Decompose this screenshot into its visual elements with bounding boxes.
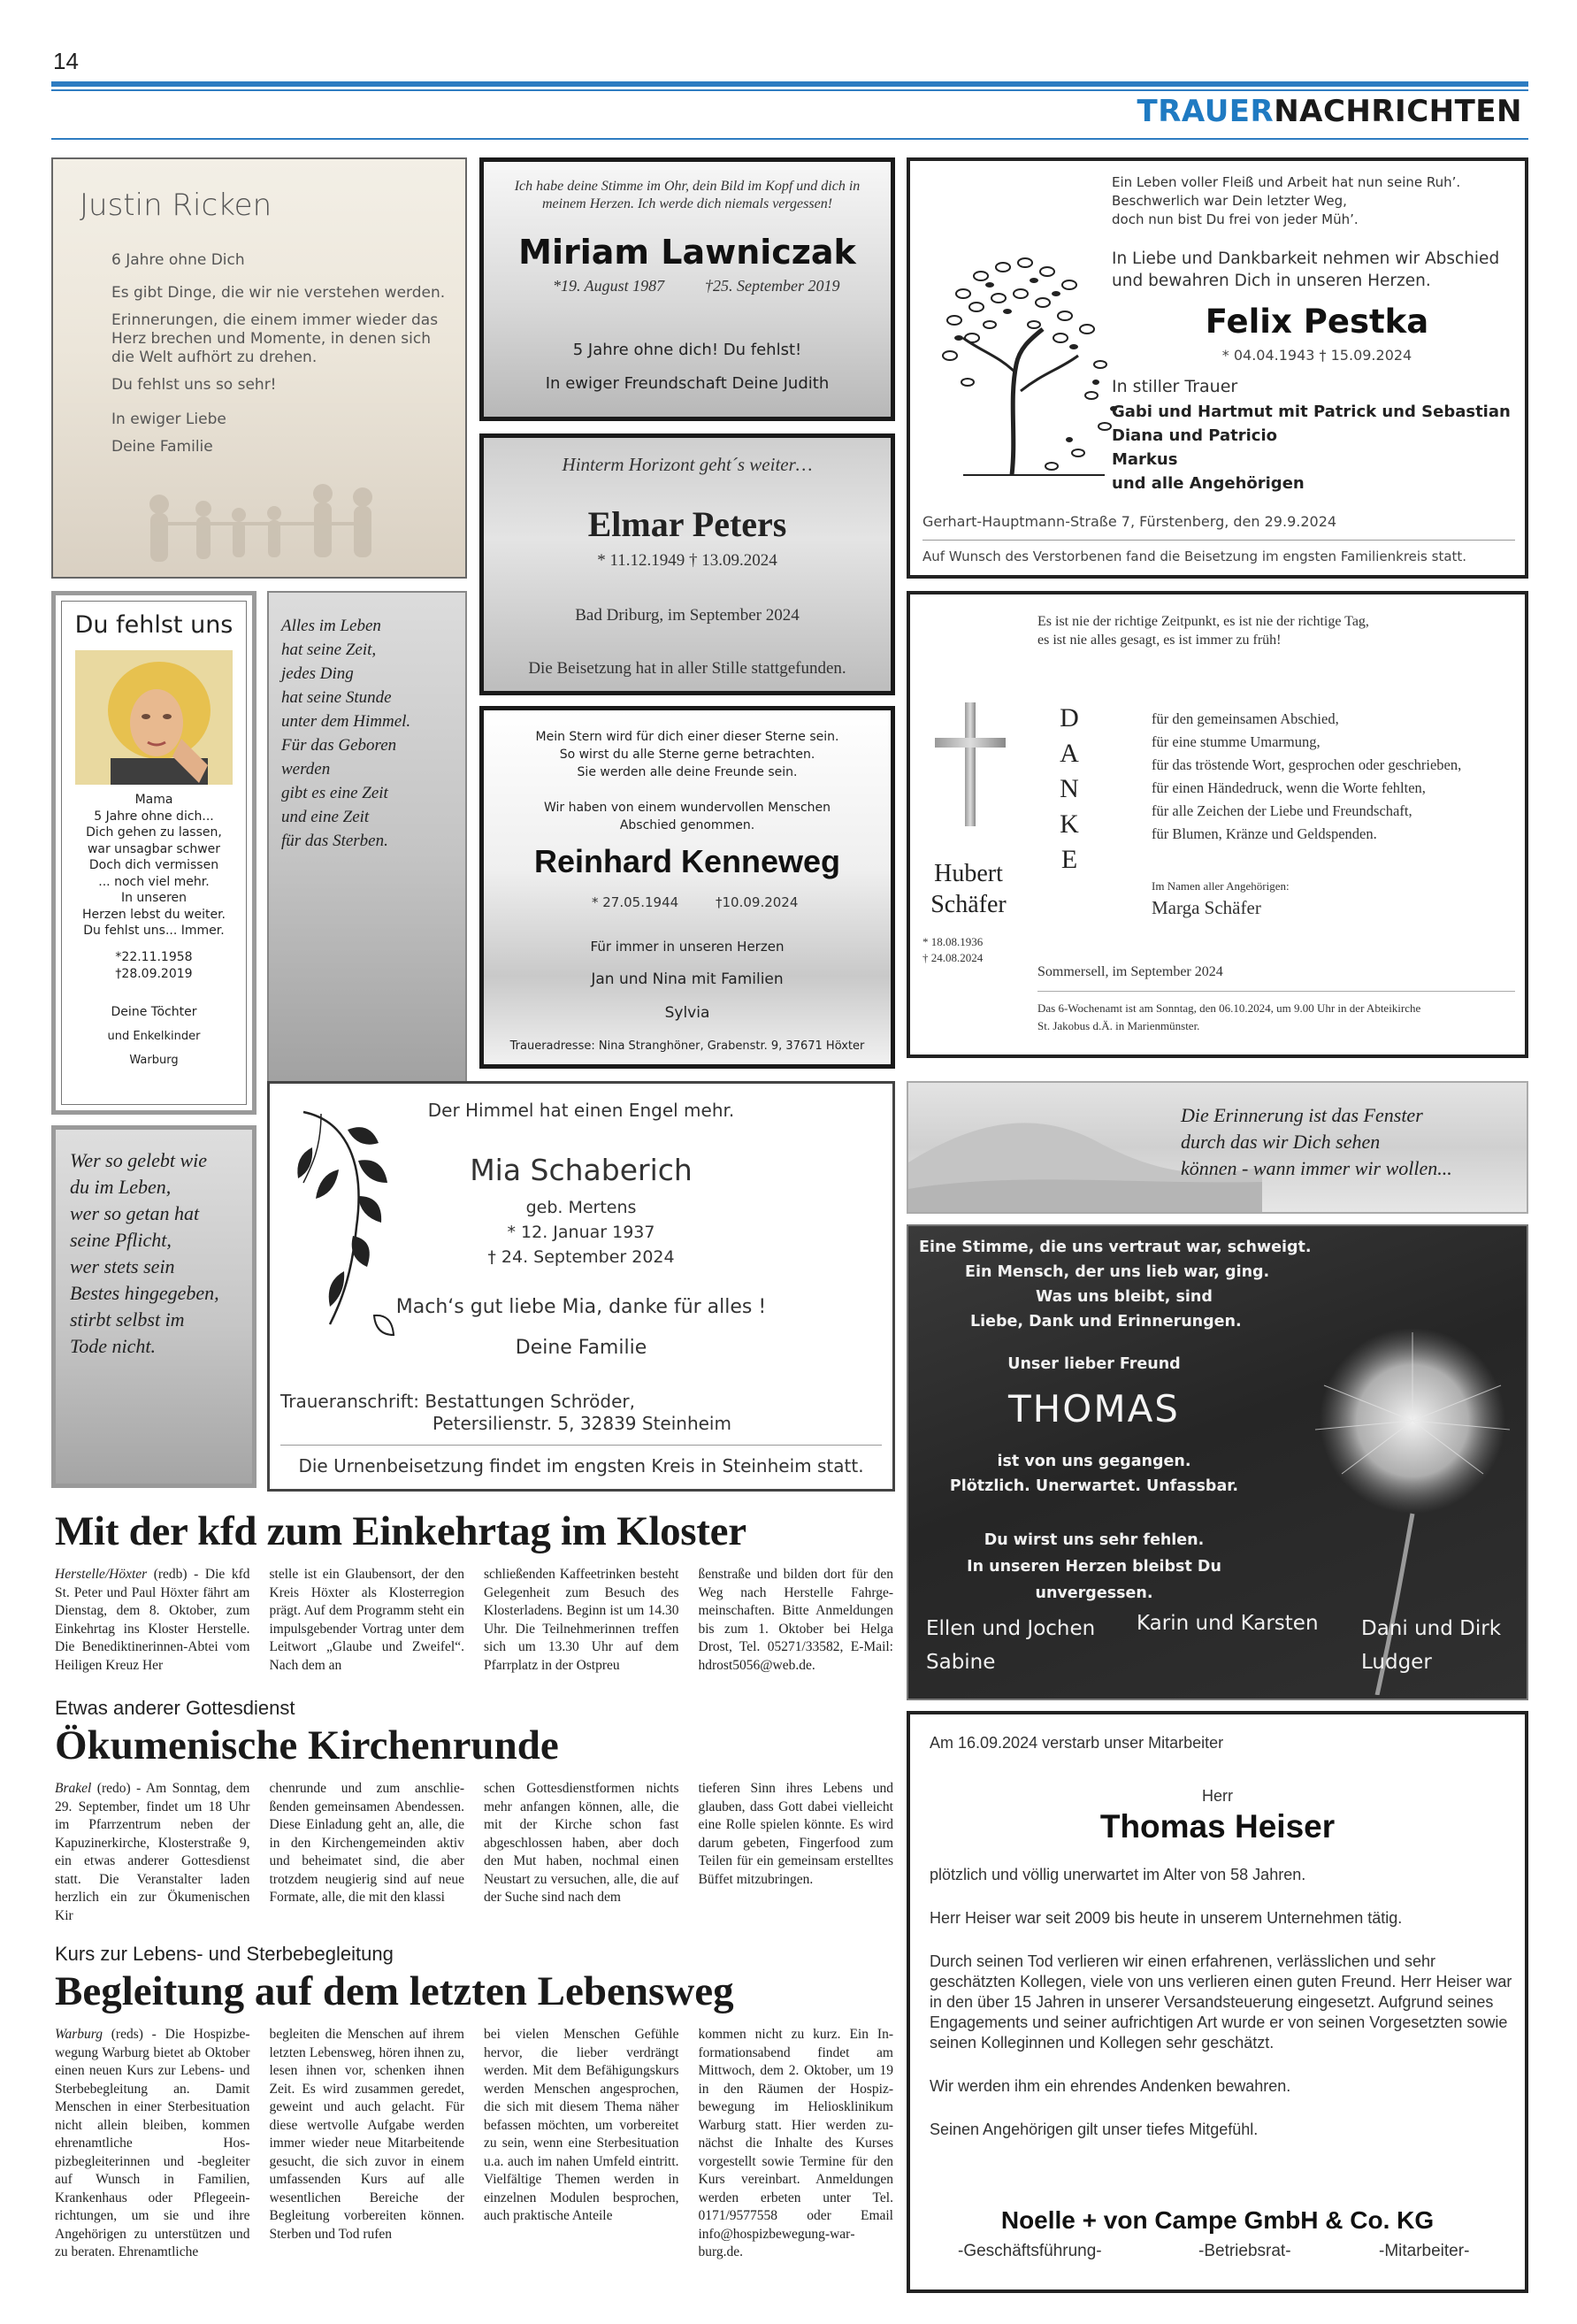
column-1 (55, 1780, 250, 1946)
name-first: Hubert (934, 860, 1003, 887)
line-freundschaft: In ewiger Freundschaft Deine Judith (545, 374, 830, 393)
sig-management: -Geschäftsführung- (958, 2242, 1102, 2260)
headline-oekumene: Ökumenische Kirchenrunde (55, 1722, 559, 1768)
ad-felix-pestka (907, 157, 1528, 579)
line-8: Herzen lebst du weiter. (82, 907, 226, 922)
quote (1181, 1102, 1452, 1182)
column-1-text: (redo) - Am Sonntag, dem 29. September, findet um 18 Uhr im Pfarrzentrum neben der Kapuzinerkirche, Klosterstraße 9, ein etwas anderer Gottesdienst statt. Die Veranstalter laden herzlich ein zur Ökumenischen Kir (55, 1781, 250, 1923)
danke-vertical (1052, 701, 1087, 878)
line-fehlst: Du fehlst uns so sehr! (111, 376, 277, 394)
line-dinge: Es gibt Dinge, die wir nie verstehen werden. (111, 284, 446, 302)
poem-line-1: Mein Stern wird für dich einer dieser Sterne sein. (535, 730, 839, 744)
heading-engel: Der Himmel hat einen Engel mehr. (427, 1100, 735, 1121)
intro (484, 799, 891, 834)
section-title-part1: TRAUER (1137, 94, 1275, 129)
deceased-name: Justin Ricken (80, 188, 272, 223)
line-erinnerungen: Erinnerungen, die einem immer wieder das Herz brechen und Momente, in denen sich die Welt aufhört zu drehen. (111, 311, 439, 366)
heart-line: Für immer in unseren Herzen (590, 939, 785, 955)
headline-kfd: Mit der kfd zum Einkehrtag im Kloster (55, 1508, 746, 1554)
line-liebe: In ewiger Liebe (111, 410, 226, 428)
poem-line-3: jedes Ding (281, 664, 354, 683)
life-dates: * 11.12.1949 † 13.09.2024 (597, 551, 777, 570)
header-rule-bottom (51, 138, 1528, 140)
poem (70, 1147, 219, 1360)
family-line-3: Markus (1112, 450, 1178, 469)
intro-line-2: und bewahren Dich in unseren Herzen. (1112, 272, 1431, 290)
line-ohne-dich: 5 Jahre ohne dich! Du fehlst! (572, 341, 802, 359)
column-4 (699, 1566, 894, 1699)
in-name-label: Im Namen aller Angehörigen: (1152, 879, 1290, 893)
thanks-line-6: für Blumen, Kränze und Geldspenden. (1152, 825, 1377, 842)
column-2-text: chenrunde und zum anschließenden gemeinsamen Abendessen. Diese Einladung geht an, alle, die in den Kirchengemeinden aktiv und beheimatet sind, die aber trotzdem neugierig sind auf neue Formate, alle, die mit den klassi (269, 1781, 464, 1905)
poem-line-8: gibt es eine Zeit (281, 784, 388, 802)
line-4: Liebe, Dank und Erinnerungen. (970, 1313, 1242, 1331)
column-4-text: tieferen Sinn ihres Lebens und glauben, dass Gott dabei vielleicht eine Rolle spielen könnte. Es wird darum gebeten, Fingerfood zum Teilen für ein gemeinsam erstelltes Büffet mitzubringen. (698, 1781, 893, 1887)
line-years: 6 Jahre ohne Dich (111, 251, 245, 269)
column-1 (55, 2026, 250, 2309)
line-4: war unsagbar schwer (87, 841, 221, 856)
ad-hubert-schaefer (907, 591, 1528, 1058)
header-rule-top (51, 81, 1528, 87)
ad-title: Du fehlst uns (74, 611, 233, 639)
deceased-name: Elmar Peters (587, 504, 787, 544)
column-2 (270, 2026, 465, 2309)
portrait-photo (75, 650, 233, 785)
paragraph-4: Wir werden ihm ein ehrendes Andenken bewahren. (930, 2077, 1291, 2095)
column-2 (270, 1780, 465, 1946)
column-3-text: schen Gottesdienstformen nichts mehr anfangen können, alle, die mit der Kirche schon fast abgeschlossen haben, aber doch den Mut haben, nochmal einen Neustart zu versuchen, alle, die auf der Suche sind nach dem (484, 1781, 679, 1905)
cross-icon (935, 702, 1006, 826)
poem (1112, 173, 1460, 229)
deceased-name: Thomas Heiser (1099, 1808, 1336, 1845)
line-3: Was uns bleibt, sind (1036, 1288, 1213, 1306)
poem-line-5: wer stets sein (70, 1255, 175, 1277)
deceased-name: THOMAS (1008, 1387, 1180, 1430)
name-last: Schäfer (930, 891, 1007, 918)
quote-line-1: Die Erinnerung ist das Fenster (1181, 1104, 1423, 1126)
dates (56, 949, 252, 982)
ad-elmar-peters (479, 433, 895, 695)
header-rule-thin (51, 89, 1528, 91)
line-9: Du fehlst uns... Immer. (83, 924, 225, 938)
paragraph-1: plötzlich und völlig unerwartet im Alter von 58 Jahren. (930, 1866, 1306, 1883)
kicker-begleitung: Kurs zur Lebens- und Sterbebegleitung (55, 1943, 394, 1965)
ad-erinnerung (907, 1081, 1528, 1214)
dateline: Brakel (55, 1781, 92, 1796)
top-line-1: Es ist nie der richtige Zeitpunkt, es ist nie der richtige Tag, (1037, 614, 1369, 629)
divider (1037, 991, 1515, 992)
thanks-line-2: für eine stumme Umarmung, (1152, 733, 1321, 750)
line-7: In unseren (120, 891, 188, 905)
danke-e: E (1060, 845, 1078, 874)
column-4 (699, 1780, 894, 1946)
danke-k: K (1060, 809, 1079, 839)
danke-d: D (1060, 703, 1079, 732)
family-silhouette-image (106, 478, 467, 575)
line-5: Doch dich vermissen (88, 858, 219, 872)
death-date: †28.09.2019 (115, 966, 193, 981)
column-4-text: kommen nicht zu kurz. Ein Informationsabend findet am Mittwoch, dem 2. Oktober, um 19 in den Räumen der Hospizbewegung im Heliosklinikum Warburg statt. Hier werden zunächst die Inhalte des Kurses vorgestellt sowie Termine für den Kurs vereinbart. Anmeldungen werden erbeten unter Tel. 0171/9577558 oder Email info@hospizbewegung-warburg.de. (698, 2027, 893, 2259)
divider (922, 540, 1515, 541)
sig-dani-dirk: Dani und Dirk (1361, 1617, 1502, 1640)
family-line-2: Diana und Patricio (1112, 426, 1277, 445)
address: Traueradresse: Nina Stranghöner, Grabenstr. 9, 37671 Höxter (509, 1039, 865, 1053)
thanks-line-4: für einen Händedruck, wenn die Worte fehlten, (1152, 779, 1426, 796)
family-line-2: Sylvia (664, 1004, 710, 1022)
column-3 (484, 1566, 679, 1699)
ad-reinhard-kenneweg (479, 706, 895, 1069)
intro (1112, 248, 1499, 292)
poem-line-1: Wer so gelebt wie (70, 1149, 207, 1171)
paragraph-3: Durch seinen Tod verlieren wir einen erfahrenen, verlässlichen und sehr geschätzten Kollegen, viele von uns verlieren einen guten Freund. Herr Heiser war in den über 15 Jahren in unserer Versandsteuerung eingesetzt. Aufgrund seines Engagements und seiner aufrichtigen Art wurde er von seinen Vorgesetzten sowie seinen Kolleginnen und Kollegen sehr geschätzt. (930, 1952, 1512, 2052)
poem-line-10: für das Sterben. (281, 832, 388, 850)
poem-line-4: hat seine Stunde (281, 688, 392, 707)
ad-thomas-heiser (907, 1711, 1528, 2293)
poem-line-7: stirbt selbst im (70, 1308, 185, 1331)
column-2-text: begleiten die Menschen auf ihrem letzten Lebensweg, hören ihnen zu, lesen ihnen vor, schenken ihnen Zeit. Es wird zusammen geredet, geweint und auch gelacht. Für diese wertvolle Aufgabe werden immer wieder neue Mitarbeitende gesucht, die sich zuvor in einem umfassenden Kurs auf alle wesentlichen Bereiche der Begleitung vorbereiten können. Sterben und Tod rufen (269, 2027, 464, 2242)
headline-begleitung: Begleitung auf dem letzten Lebensweg (55, 1968, 734, 2014)
column-4 (699, 2026, 894, 2309)
tree-illustration (928, 241, 1122, 479)
thanks-list (1152, 708, 1461, 846)
burial-note: Auf Wunsch des Verstorbenen fand die Beisetzung im engsten Familienkreis statt. (922, 548, 1467, 564)
miss-lines (908, 1527, 1280, 1607)
column-1 (55, 1566, 250, 1699)
sign-toechter: Deine Töchter (111, 1005, 197, 1019)
opening-lines (919, 1235, 1312, 1334)
poem-line-1: Alles im Leben (281, 617, 381, 635)
poem-line-3: doch nun bist Du frei von jeder Müh’. (1112, 211, 1359, 227)
signature (56, 1001, 252, 1072)
place-date: Sommersell, im September 2024 (1037, 964, 1223, 979)
death-date: † 24. September 2024 (487, 1247, 675, 1267)
mourning-label: In stiller Trauer (1112, 377, 1238, 396)
passed-line-1: ist von uns gegangen. (997, 1453, 1191, 1470)
heading-horizont: Hinterm Horizont geht´s weiter… (562, 454, 813, 475)
sig-ellen-jochen: Ellen und Jochen (926, 1617, 1096, 1640)
thanks-line-5: für alle Zeichen der Liebe und Freundschaft, (1152, 802, 1412, 819)
intro-line-1: Wir haben von einem wundervollen Menschen (543, 801, 831, 815)
column-4-text: ßenstraße und bilden dort für den Weg nach Herstelle Fahrgemeinschaften. Bitte Anmeldungen bis zum 1. Oktober bei Helga Drost, Tel. 05271/33582, E-Mail: hdrost5056@web.de. (698, 1567, 893, 1673)
column-1-text: (reds) - Die Hospizbewegung Warburg bietet ab Oktober einen neuen Kurs zur Lebens- und Sterbebegleitung an. Damit Menschen in einer Sterbesituation nicht allein bleiben, kommen ehrenamtliche Hospizbegleiterinnen und -begleiter auf Wunsch in Familien, Krankenhaus oder Pflegeeinrichtungen, um sie und ihre Angehörigen zu unterstützen und zu beraten. Ehrenamtliche (55, 2027, 250, 2259)
paragraph-5: Seinen Angehörigen gilt unser tiefes Mitgefühl. (930, 2121, 1259, 2138)
intro-line-2: Abschied genommen. (619, 818, 755, 832)
family-line-1: Gabi und Hartmut mit Patrick und Sebastian (1112, 403, 1511, 421)
poem-line-6: Für das Geboren (281, 736, 397, 755)
poem-line-8: Tode nicht. (70, 1335, 156, 1357)
birth-date: * 12. Januar 1937 (507, 1223, 655, 1242)
column-3 (484, 1780, 679, 1946)
line-familie: Deine Familie (111, 438, 213, 456)
thanks-line-1: für den gemeinsamen Abschied, (1152, 710, 1339, 727)
family-list (1112, 400, 1511, 495)
address-line-2: Petersilienstr. 5, 32839 Steinheim (433, 1413, 731, 1434)
poem-line-2: du im Leben, (70, 1176, 172, 1198)
deceased-name: Mia Schaberich (470, 1153, 693, 1187)
article-begleitung (55, 2026, 893, 2309)
miss-line-1: Du wirst uns sehr fehlen. (984, 1531, 1205, 1549)
section-title-part2: NACHRICHTEN (1274, 94, 1522, 129)
deceased-name (915, 858, 1022, 920)
poem-line-5: unter dem Himmel. (281, 712, 411, 731)
sig-sabine: Sabine (926, 1651, 996, 1674)
top-line-2: es ist nie alles gesagt, es ist immer zu früh! (1037, 633, 1282, 648)
intro-line: Am 16.09.2024 verstarb unser Mitarbeiter (930, 1734, 1224, 1752)
life-dates (922, 934, 983, 966)
column-3-text: bei vielen Menschen Gefühle hervor, die lieber verdrängt werden. Mit dem Befähigungskurs werden Menschen angesprochen, die sich mit diesem Thema näher befassen möchten, um vorbereitet zu sein, wenn eine Sterbesituation u.a. auch im nahen Umfeld eintritt. Vielfältige Themen werden in einzelnen Modulen besprochen, auch praktische Anteile (484, 2027, 679, 2223)
death-date: †10.09.2024 (716, 894, 799, 910)
birth-date: *19. August 1987 (553, 277, 665, 295)
place-date: Bad Driburg, im September 2024 (575, 606, 800, 625)
birth-date: * 27.05.1944 (592, 894, 679, 910)
life-dates: * 04.04.1943 † 15.09.2024 (1221, 347, 1412, 364)
quote-line-3: können - wann immer wir wollen... (1181, 1157, 1452, 1179)
family-line-1: Jan und Nina mit Familien (591, 970, 784, 988)
address-block (280, 1390, 635, 1413)
mass-note-line-2: St. Jakobus d.Ä. in Marienmünster. (1037, 1019, 1200, 1032)
poem-line-1: Ein Leben voller Fleiß und Arbeit hat nun seine Ruh’. (1112, 174, 1461, 190)
poem (484, 728, 891, 781)
nee-line: geb. Mertens (525, 1198, 637, 1217)
article-oekumene (55, 1780, 893, 1946)
passed-lines (908, 1449, 1280, 1499)
ad-text (111, 251, 448, 456)
column-3 (484, 2026, 679, 2309)
friend-label: Unser lieber Freund (1007, 1355, 1181, 1373)
ad-miriam-lawniczak (479, 157, 895, 421)
ad-thomas (907, 1224, 1528, 1700)
thanks-line-3: für das tröstende Wort, gesprochen oder geschrieben, (1152, 756, 1462, 773)
poem-line-7: werden (281, 760, 331, 779)
signer: Marga Schäfer (1152, 897, 1261, 918)
dateline: Warburg (55, 2027, 103, 2042)
line-6: ... noch viel mehr. (98, 874, 210, 889)
sig-works-council: -Betriebsrat- (1198, 2242, 1291, 2260)
sign-place: Warburg (129, 1054, 179, 1067)
birth-date: *22.11.1958 (115, 950, 193, 964)
farewell-line: Mach‘s gut liebe Mia, danke für alles ! (395, 1296, 767, 1318)
miss-line-2: In unseren Herzen bleibst Du unvergessen. (967, 1558, 1221, 1602)
death-date: † 24.08.2024 (922, 951, 984, 964)
company-name: Noelle + von Campe GmbH & Co. KG (1000, 2206, 1435, 2234)
ad-justin-ricken (51, 157, 467, 579)
family-line: Deine Familie (515, 1337, 647, 1359)
dateline: Herstelle/Höxter (55, 1567, 148, 1582)
address: Gerhart-Hauptmann-Straße 7, Fürstenberg, den 29.9.2024 (922, 513, 1337, 530)
danke-a: A (1060, 739, 1079, 768)
ad-du-fehlst-uns (51, 591, 256, 1115)
death-date: †25. September 2019 (705, 277, 840, 295)
column-3-text: schließenden Kaffeetrinken besteht Gelegenheit zum Besuch des Klosterladens. Beginn ist um 14.30 Uhr. Die Teilnehmerinnen treffen sich um 13.30 Uhr auf dem Pfarrplatz in der Ostpreu (484, 1567, 679, 1673)
column-2-text: stelle ist ein Glaubensort, der den Kreis Höxter als Klosterregion prägt. Auf dem Programm steht ein impulsgebender Vortrag unter dem Leitwort „Glaube und Zweifel“. Nach dem an (269, 1567, 464, 1673)
deceased-name: Miriam Lawniczak (518, 233, 856, 272)
burial-note: Die Urnenbeisetzung findet im engsten Kreis in Steinheim statt. (298, 1455, 864, 1476)
line-2: Ein Mensch, der uns lieb war, ging. (965, 1263, 1270, 1281)
line-2: 5 Jahre ohne dich... (94, 809, 214, 824)
poem-line-2: Beschwerlich war Dein letzter Weg, (1112, 193, 1347, 209)
line-1: Eine Stimme, die uns vertraut war, schweigt. (919, 1239, 1312, 1256)
poem (281, 614, 410, 853)
ad-wer-so-gelebt (51, 1125, 256, 1488)
sig-employees: -Mitarbeiter- (1379, 2242, 1470, 2260)
body-text (930, 1865, 1513, 2140)
poem-line-2: hat seine Zeit, (281, 640, 377, 659)
life-info (270, 1195, 892, 1269)
deceased-name: Reinhard Kenneweg (533, 843, 841, 879)
deceased-name: Felix Pestka (1205, 303, 1429, 341)
column-2 (270, 1566, 465, 1699)
poem-line-3: wer so getan hat (70, 1202, 200, 1224)
sign-enkel: und Enkelkinder (107, 1030, 201, 1043)
quote-line-2: durch das wir Dich sehen (1181, 1131, 1381, 1153)
line-3: Dich gehen zu lassen, (86, 825, 222, 840)
passed-line-2: Plötzlich. Unerwartet. Unfassbar. (949, 1477, 1239, 1495)
section-title (1137, 94, 1522, 129)
divider (280, 1445, 882, 1446)
poem-line-6: Bestes hingegeben, (70, 1282, 219, 1304)
poem-line-3: Sie werden alle deine Freunde sein. (577, 765, 798, 779)
birth-date: * 18.08.1936 (922, 935, 984, 948)
poem-line-9: und eine Zeit (281, 808, 370, 826)
column-1-text: (redb) - Die kfd St. Peter und Paul Höxter fährt am Dienstag, dem 8. Oktober, zum Einkehrtag ins Kloster Herstelle. Die Benediktinerinnen-Abtei vom Heiligen Kreuz Her (55, 1567, 250, 1673)
paragraph-2: Herr Heiser war seit 2009 bis heute in unserem Unternehmen tätig. (930, 1909, 1403, 1927)
line-1: Mama (134, 793, 173, 807)
sig-karin-karsten: Karin und Karsten (1137, 1612, 1319, 1635)
ad-mia-schaberich (267, 1081, 895, 1492)
ad-alles-im-leben (267, 591, 467, 1115)
poem-line-4: seine Pflicht, (70, 1229, 172, 1251)
page-number: 14 (53, 48, 79, 74)
address-label: Traueranschrift: (280, 1391, 420, 1412)
quote-text: Ich habe deine Stimme im Ohr, dein Bild im Kopf und dich in meinem Herzen. Ich werde dich niemals vergessen! (514, 179, 861, 211)
mass-note (1037, 1000, 1420, 1035)
mass-note-line-1: Das 6-Wochenamt ist am Sonntag, den 06.10.2024, um 9.00 Uhr in der Abteikirche (1037, 1001, 1421, 1015)
kicker-oekumene: Etwas anderer Gottesdienst (55, 1697, 295, 1719)
burial-note: Die Beisetzung hat in aller Stille stattgefunden. (528, 659, 846, 678)
signature-3 (1361, 1612, 1501, 1679)
article-kfd (55, 1566, 893, 1699)
sig-ludger: Ludger (1361, 1651, 1432, 1674)
signature-1 (926, 1612, 1095, 1679)
herr-label: Herr (1202, 1787, 1233, 1805)
ad-text (56, 792, 252, 940)
intro-line-1: In Liebe und Dankbarkeit nehmen wir Abschied (1112, 249, 1500, 268)
address-line-1: Bestattungen Schröder, (425, 1391, 635, 1412)
poem-line-2: So wirst du alle Sterne gerne betrachten. (559, 748, 815, 762)
family-line-4: und alle Angehörigen (1112, 474, 1305, 493)
danke-n: N (1060, 774, 1079, 803)
top-lines (1037, 612, 1369, 649)
